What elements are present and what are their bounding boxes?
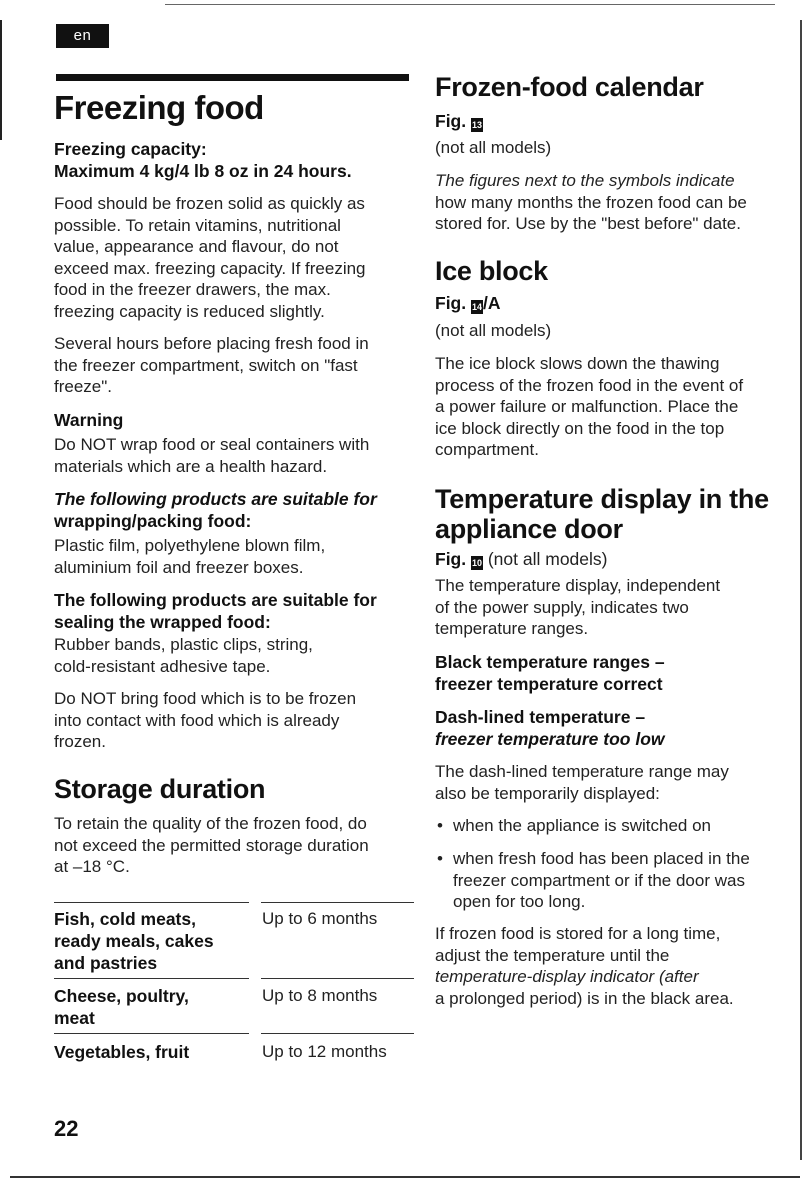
ice-block-note: (not all models) [435, 321, 552, 340]
sealing-heading: The following products are suitable for sealing the wrapped food: [54, 590, 377, 632]
freezing-capacity-heading: Freezing capacity: Maximum 4 kg/4 lb 8 oz in 24 hours. [54, 139, 352, 181]
calendar-note: (not all models) [435, 138, 552, 157]
ice-block-title: Ice block [435, 256, 548, 286]
storage-duration-text: To retain the quality of the frozen food, do not exceed the permitted storage duration at –18 °C. [54, 814, 369, 876]
table-rule [54, 1033, 249, 1034]
list-item: • when the appliance is switched on [435, 815, 795, 837]
table-rule [261, 978, 414, 979]
duration-cell: Up to 12 months [262, 1042, 387, 1061]
calendar-text: The figures next to the symbols indicate how many months the frozen food can be stored for. Use by the "best before" date. [435, 171, 747, 233]
fast-freeze-paragraph: Several hours before placing fresh food in the freezer compartment, switch on "fast freeze". [54, 334, 369, 396]
contact-warning-text: Do NOT bring food which is to be frozen into contact with food which is already frozen. [54, 689, 357, 751]
wrapping-heading: The following products are suitable for wrapping/packing food: [54, 489, 377, 531]
dash-range-bullets [435, 815, 795, 837]
duration-cell: Up to 8 months [262, 986, 378, 1005]
temperature-figure-ref: Fig. 10 (not all models) [435, 549, 608, 569]
frozen-food-calendar-title: Frozen-food calendar [435, 72, 704, 102]
page-number: 22 [54, 1116, 79, 1141]
list-item: • when fresh food has been placed in the freezer compartment or if the door was open for too long. [435, 848, 795, 913]
storage-duration-title: Storage duration [54, 774, 266, 804]
temperature-display-title: Temperature display in the appliance door [435, 484, 769, 544]
table-rule [54, 902, 249, 903]
section-rule [56, 74, 409, 81]
table-rule [261, 1033, 414, 1034]
temperature-text: The temperature display, independent of the power supply, indicates two temperature ranges. [435, 576, 721, 638]
food-cell: Vegetables, fruit [54, 1042, 190, 1062]
duration-cell: Up to 6 months [262, 909, 378, 928]
table-rule [261, 902, 414, 903]
figure-number-icon: 10 [471, 558, 482, 568]
sealing-text: Rubber bands, plastic clips, string, cold-resistant adhesive tape. [54, 635, 313, 676]
calendar-figure-ref: Fig. 13 [435, 111, 482, 131]
dash-range-bullets-2 [435, 848, 795, 913]
ice-block-text: The ice block slows down the thawing process of the frozen food in the event of a power failure or malfunction. Place the ice block directly on the food in the top compartment. [435, 354, 744, 459]
scan-edge-bottom [10, 1176, 800, 1178]
figure-number-icon: 13 [471, 120, 482, 130]
wrapping-text: Plastic film, polyethylene blown film, aluminium foil and freezer boxes. [54, 536, 326, 577]
black-range-heading: Black temperature ranges – freezer temperature correct [435, 652, 665, 694]
table-rule [54, 978, 249, 979]
language-badge: en [56, 24, 109, 48]
scan-edge-left [0, 20, 2, 140]
dash-range-text: The dash-lined temperature range may also be temporarily displayed: [435, 762, 729, 803]
figure-number-icon: 14 [471, 302, 482, 312]
dash-range-heading: Dash-lined temperature – freezer temperature too low [435, 707, 665, 749]
warning-text: Do NOT wrap food or seal containers with materials which are a health hazard. [54, 435, 370, 476]
warning-heading: Warning [54, 410, 124, 430]
closing-text: If frozen food is stored for a long time, adjust the temperature until the temperature-display indicator (after a prolonged period) is in the black area. [435, 924, 734, 1008]
scan-edge-top [165, 4, 775, 5]
food-cell: Fish, cold meats, ready meals, cakes and pastries [54, 909, 214, 973]
food-cell: Cheese, poultry, meat [54, 986, 189, 1028]
freezing-food-title: Freezing food [54, 89, 264, 126]
freezing-paragraph: Food should be frozen solid as quickly as possible. To retain vitamins, nutritional value, appearance and flavour, do not exceed max. freezing capacity. If freezing food in the freezer drawers, the max. freezing capacity is reduced slightly. [54, 194, 366, 321]
scan-edge-right [800, 20, 802, 1160]
ice-block-figure-ref: Fig. 14/A [435, 293, 501, 313]
